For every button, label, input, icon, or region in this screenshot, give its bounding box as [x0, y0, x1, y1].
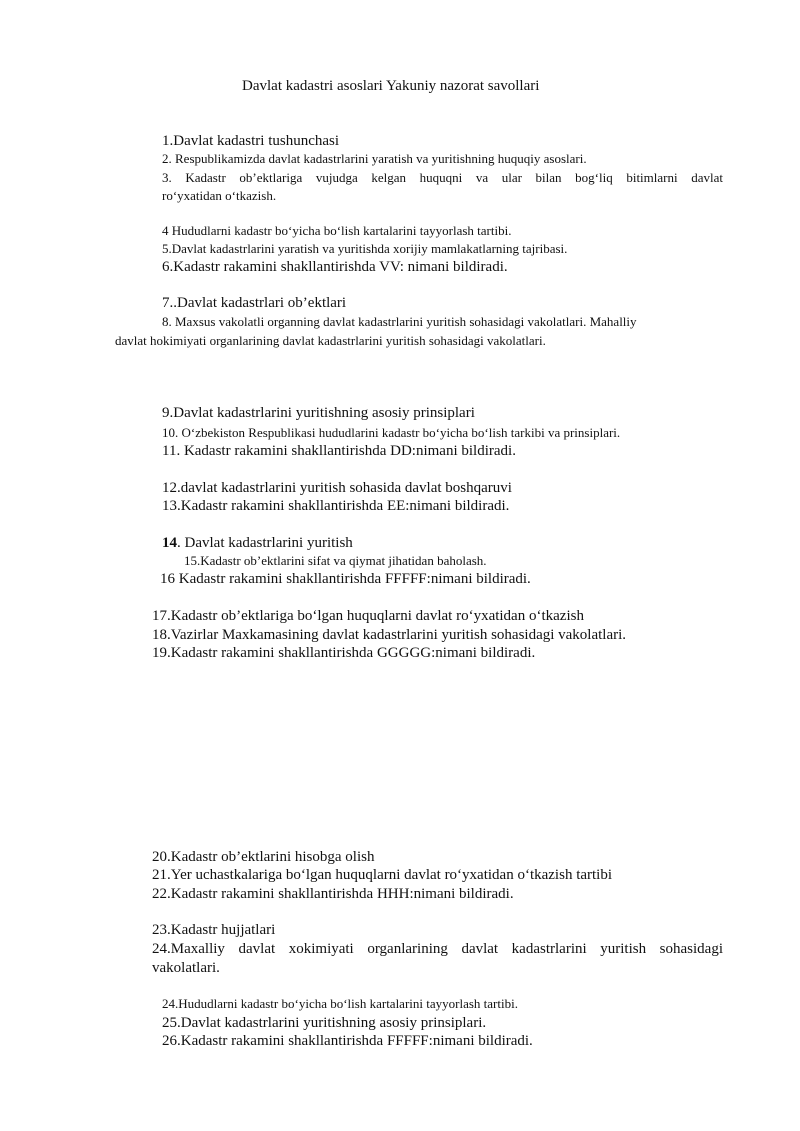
question-9: 9.Davlat kadastrlarini yuritishning asosiy prinsiplari — [162, 405, 475, 421]
question-3-line-1: 3. Kadastr ob’ektlariga vujudga kelgan huquqni va ular bilan bog‘liq bitimlarni davlat — [162, 170, 723, 185]
question-3-line-2: ro‘yxatidan o‘tkazish. — [162, 188, 277, 203]
question-16: 16 Kadastr rakamini shakllantirishda FFFFF:nimani bildiradi. — [160, 571, 531, 587]
question-2: 2. Respublikamizda davlat kadastrlarini yaratish va yuritishning huquqiy asoslari. — [162, 151, 587, 166]
question-14 — [162, 535, 353, 552]
question-19: 19.Kadastr rakamini shakllantirishda GGGGG:nimani bildiradi. — [152, 645, 536, 661]
question-24a-line-1: 24.Maxalliy davlat xokimiyati organlarining davlat kadastrlarini yuritish sohasidagi — [152, 941, 723, 957]
question-22: 22.Kadastr rakamini shakllantirishda HHH:nimani bildiradi. — [152, 886, 514, 902]
question-1: 1.Davlat kadastri tushunchasi — [162, 133, 340, 149]
question-6: 6.Kadastr rakamini shakllantirishda VV: nimani bildiradi. — [162, 259, 508, 275]
question-7: 7..Davlat kadastrlari ob’ektlari — [162, 295, 347, 311]
question-10: 10. O‘zbekiston Respublikasi hududlarini kadastr bo‘yicha bo‘lish tarkibi va prinsiplari. — [162, 425, 621, 440]
question-26: 26.Kadastr rakamini shakllantirishda FFFFF:nimani bildiradi. — [162, 1033, 533, 1049]
question-5: 5.Davlat kadastrlarini yaratish va yuritishda xorijiy mamlakatlarning tajribasi. — [162, 241, 568, 256]
question-12: 12.davlat kadastrlarini yuritish sohasida davlat boshqaruvi — [162, 480, 512, 496]
question-24b: 24.Hududlarni kadastr bo‘yicha bo‘lish kartalarini tayyorlash tartibi. — [162, 996, 518, 1011]
question-14-number: 14 — [162, 535, 177, 551]
question-11: 11. Kadastr rakamini shakllantirishda DD:nimani bildiradi. — [162, 443, 516, 459]
question-17: 17.Kadastr ob’ektlariga bo‘lgan huquqlarni davlat ro‘yxatidan o‘tkazish — [152, 608, 584, 624]
question-18: 18.Vazirlar Maxkamasining davlat kadastrlarini yuritish sohasidagi vakolatlari. — [152, 627, 627, 643]
question-4: 4 Hududlarni kadastr bo‘yicha bo‘lish kartalarini tayyorlash tartibi. — [162, 223, 512, 238]
question-8-line-2: davlat hokimiyati organlarining davlat kadastrlarini yuritish sohasidagi vakolatlari. — [115, 333, 546, 348]
question-25: 25.Davlat kadastrlarini yuritishning asosiy prinsiplari. — [162, 1015, 487, 1031]
question-14-text: . Davlat kadastrlarini yuritish — [177, 535, 353, 551]
question-21: 21.Yer uchastkalariga bo‘lgan huquqlarni davlat ro‘yxatidan o‘tkazish tartibi — [152, 867, 613, 883]
question-8-line-1: 8. Maxsus vakolatli organning davlat kadastrlarini yuritish sohasidagi vakolatlari. Mahalliy — [162, 314, 637, 329]
document-title: Davlat kadastri asoslari Yakuniy nazorat savollari — [242, 78, 540, 94]
question-24a-line-2: vakolatlari. — [152, 960, 220, 976]
question-13: 13.Kadastr rakamini shakllantirishda EE:nimani bildiradi. — [162, 498, 510, 514]
question-20: 20.Kadastr ob’ektlarini hisobga olish — [152, 849, 375, 865]
question-23: 23.Kadastr hujjatlari — [152, 922, 276, 938]
question-15: 15.Kadastr ob’ektlarini sifat va qiymat jihatidan baholash. — [184, 553, 487, 568]
